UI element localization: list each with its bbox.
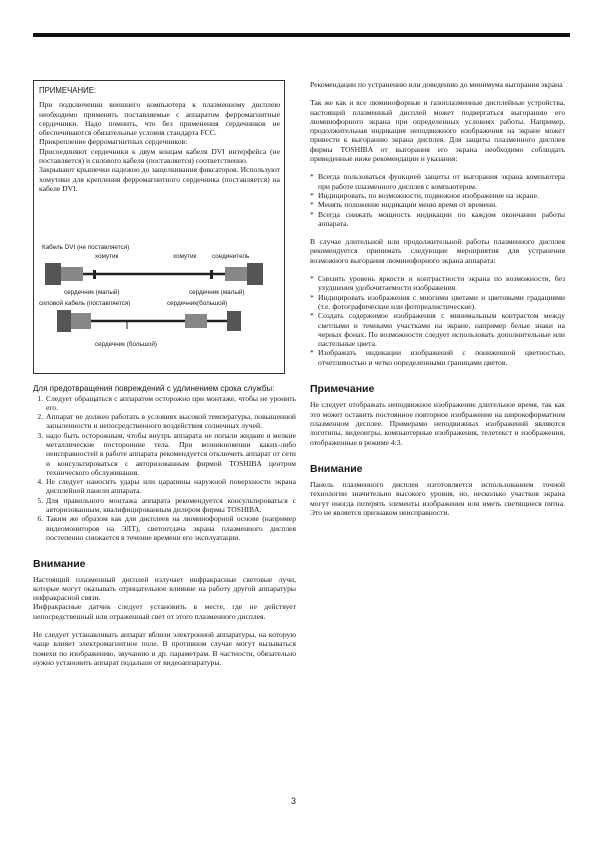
recommendation-list bbox=[310, 172, 565, 228]
list-item: 1. Следует обращаться с аппаратом осторожно при монтаже, чтобы не уронить его. bbox=[45, 394, 296, 413]
core-big-bottom-label: сердечник (большой) bbox=[95, 341, 157, 348]
top-rule bbox=[33, 33, 570, 37]
long-use-paragraph: В случае длительной или продолжительной работы плазменного дисплея рекомендуется принимать следующие мероприятия для устранения возможного выгорания люминофорного экрана аппарата: bbox=[310, 237, 565, 265]
dvi-cable-label: Кабель DVI (не поставляется) bbox=[42, 244, 130, 251]
dvi-plug-right bbox=[247, 263, 263, 285]
list-item: 2. Аппарат не должен работать в условиях высокой температуры, повышенной запыленности и непосредственного воздействия солнечных лучей. bbox=[45, 412, 296, 431]
core-small-right-label: сердечник (малый) bbox=[189, 289, 245, 296]
core-attachment-diagram bbox=[37, 233, 277, 369]
note-heading: Примечание bbox=[310, 383, 375, 396]
note-paragraph: При подключении внешнего компьютера к плазменному дисплею необходимо применять поставляемые с аппаратом ферромагнитные сердечники. Надо помнить, что без применения сердечников не обеспечиваются обязательные условия стандарта FCC. bbox=[39, 100, 280, 138]
clamp-left bbox=[93, 270, 96, 279]
clamp-left-label: хомутик bbox=[95, 253, 119, 260]
core-big-left bbox=[71, 313, 91, 329]
core-big-right bbox=[185, 314, 207, 328]
core-small-right bbox=[225, 267, 247, 281]
clamp-right-label: хомутик bbox=[173, 253, 197, 260]
clamp-right bbox=[210, 270, 213, 279]
list-item: * Индицировать, по возможности, подвижное изображение на экране. bbox=[310, 191, 565, 200]
list-item: * Всегда пользоваться функцией защиты от выгорания экрана компьютера при работе плазменного дисплея с компьютером. bbox=[310, 172, 565, 191]
attention-paragraph: Инфракрасные датчик следует установить в месте, где не действует непосредственный или отраженный свет от этого плазменного дисплея. bbox=[33, 602, 296, 621]
list-item: 4. Не следует наносить удары или царапины наружной поверхности экрана дисплейной панели аппарата. bbox=[45, 477, 296, 496]
core-big-right-label: сердечник(большой) bbox=[167, 300, 228, 307]
list-item: * Индицировать изображения с многими цветами и цветовыми градациями (т.е. фотографические или фотореалистические). bbox=[310, 293, 565, 312]
note-box bbox=[33, 80, 285, 374]
power-plug-left bbox=[57, 310, 71, 332]
protection-list bbox=[33, 394, 296, 543]
list-item: 3. надо быть осторожным, чтобы внутрь аппарата не попали жидкие и мелкие металлические посторонние тела. При возникновении каких-либо неисправностей в работе аппарата рекомендуется отключить аппарат от сети и консультироваться с авторизованным фирмой TOSHIBA центром технического обслуживания. bbox=[45, 431, 296, 477]
burn-in-title: Рекомендации по устранению или доведению до минимума выгорания экрана bbox=[310, 80, 563, 89]
burn-in-paragraph: Так же как и все люминофорные и газоплазменные дисплейные устройства, настоящий плазменный дисплей может подвергаться выгоранию его люминофорного экрана при определенных условиях работы. Например, продолжительная индикация неподвижного изображения на экране может привести к выгоранию экрана дисплея. Для защиты плазменного дисплея фирмы TOSHIBA от выгорания его экрана необходимо соблюдать приведенные ниже рекомендации и указания: bbox=[310, 98, 565, 164]
list-item: 5. Для правильного монтажа аппарата рекомендуется консультироваться с авторизованным, квалифицированным дилером фирмы TOSHIBA. bbox=[45, 496, 296, 515]
connector-label: соединитель bbox=[212, 253, 250, 260]
core-small-left bbox=[61, 267, 83, 281]
attention-heading: Внимание bbox=[33, 558, 86, 571]
right-column bbox=[310, 80, 565, 517]
attention-paragraph: Настоящий плазменный дисплей излучает инфракрасные световые лучи, которые могут оказывать отрицательное влияние на работу другой аппаратуры инфракрасной связи. bbox=[33, 574, 296, 603]
list-item: * Менять положение индикации меню время от времени. bbox=[310, 200, 565, 209]
core-small-left-label: сердечник (малый) bbox=[64, 289, 120, 296]
dvi-plug-left bbox=[45, 263, 61, 285]
protection-intro: Для предотвращения повреждений с удлинением срока службы: bbox=[33, 384, 275, 393]
list-item: * Изображать индикации изображений с пониженной цветностью, отчетливостью и четко определенными границами цветов. bbox=[310, 348, 565, 367]
power-cable-label: силовой кабель (поставляется) bbox=[39, 300, 131, 307]
note-paragraph: Закрывают крышечки надежно до защелкивания фиксаторов. Используют хомутики для крепления ферромагнитного сердечника (поставляется) на кабеле DVI. bbox=[39, 165, 280, 193]
measures-list bbox=[310, 274, 565, 367]
note-paragraph: Прикрепление ферромагнитных сердечников: bbox=[39, 137, 188, 147]
left-column bbox=[33, 80, 296, 667]
attention-heading: Внимание bbox=[310, 462, 363, 475]
attention-paragraph: Не следует устанавливать аппарат вблизи электронной аппаратуры, на которую чаще влияет электромагнитное поле. В противном случае могут вызываться помехи по изображению, звучанию и др. параметрам. В частности, обязательно нужно установить аппарат подальше от видеоаппаратуры. bbox=[33, 630, 296, 667]
list-item: * Снизить уровень яркости и контрастности экрана по возможности, без ухудшения удобочитаемости изображения. bbox=[310, 274, 565, 293]
list-item: 6. Таким же образом как для дисплеев на люминофорной основе (например видеомониторов на ЭЛТ), светоотдача экрана плазменного дисплея постепенно снижается в течение времени его эксплуатации. bbox=[45, 514, 296, 542]
note-paragraph: Не следует отображать неподвижное изображение длительное время, так как это может оставить постоянное повторное изображение на широкоформатном плазменном десплее. Примерами неподвижных изображений являются логотипы, видеоигры, компьютерные изображения, телетекст и изображения, отображенные в режиме 4:3. bbox=[310, 400, 565, 447]
attention-paragraph: Панель плазменного дисплея изготовляется использованием точной технологии значительно высокого уровня, но, несколько участков экрана могут иногда потерять элементы изображения или иметь светящиеся пятна. Это не является признаком неисправности. bbox=[310, 480, 565, 517]
note-paragraph: Присоединяют сердечники к двум концам кабеля DVI интерфейса (не поставляется) и силового кабеля (поставляется) соответственно. bbox=[39, 146, 280, 166]
list-item: * Всегда снижать мощность индикации по каждом окончании работы аппарата. bbox=[310, 210, 565, 229]
page-number: 3 bbox=[291, 796, 297, 806]
note-title: ПРИМЕЧАНИЕ: bbox=[39, 86, 97, 95]
power-plug-right bbox=[227, 311, 241, 331]
list-item: * Создать содержимое изображения с минимальным контрастом между светлыми и темными участками на экране, например белые знаки на черных фонах. По возможности следует использовать дополнительные или пастельные цвета. bbox=[310, 311, 565, 348]
